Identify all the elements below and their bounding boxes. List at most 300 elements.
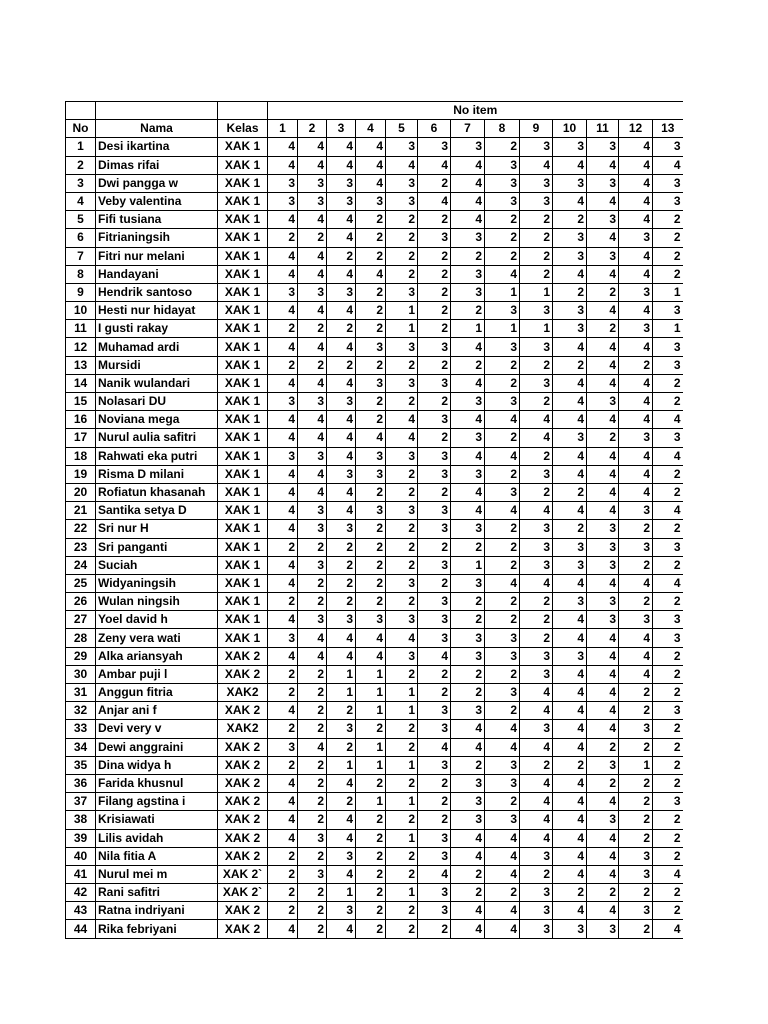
score-cell: 4 — [553, 738, 587, 756]
score-cell: 2 — [485, 556, 520, 574]
student-name: Mursidi — [96, 356, 218, 374]
score-cell: 3 — [653, 302, 683, 320]
score-cell: 2 — [653, 265, 683, 283]
score-cell: 3 — [268, 283, 298, 301]
score-cell: 4 — [587, 574, 619, 592]
nama-header-top — [96, 102, 218, 120]
score-cell: 3 — [553, 647, 587, 665]
score-cell: 2 — [386, 556, 418, 574]
score-cell: 2 — [485, 465, 520, 483]
score-cell: 4 — [587, 411, 619, 429]
score-cell: 4 — [327, 211, 356, 229]
score-cell: 2 — [298, 884, 327, 902]
item-header: 9 — [520, 120, 553, 138]
score-cell: 3 — [553, 920, 587, 938]
score-cell: 2 — [386, 811, 418, 829]
no-header-top — [66, 102, 96, 120]
score-cell: 4 — [268, 338, 298, 356]
score-cell: 4 — [268, 429, 298, 447]
table-row — [66, 429, 683, 447]
score-cell: 4 — [587, 356, 619, 374]
score-cell: 3 — [298, 556, 327, 574]
score-cell: 3 — [418, 702, 451, 720]
table-row — [66, 556, 683, 574]
class-cell: XAK 1 — [218, 247, 268, 265]
student-name: Krisiawati — [96, 811, 218, 829]
score-cell: 2 — [520, 447, 553, 465]
score-cell: 2 — [356, 393, 386, 411]
score-cell: 2 — [356, 884, 386, 902]
score-cell: 4 — [587, 720, 619, 738]
score-cell: 3 — [619, 538, 653, 556]
score-cell: 3 — [327, 611, 356, 629]
score-cell: 4 — [520, 429, 553, 447]
score-cell: 4 — [587, 302, 619, 320]
score-cell: 3 — [485, 774, 520, 792]
class-cell: XAK 1 — [218, 593, 268, 611]
score-cell: 4 — [327, 829, 356, 847]
score-cell: 4 — [268, 702, 298, 720]
score-cell: 4 — [327, 411, 356, 429]
score-cell: 4 — [553, 611, 587, 629]
score-cell: 4 — [587, 192, 619, 210]
score-cell: 4 — [485, 447, 520, 465]
class-cell: XAK 1 — [218, 283, 268, 301]
score-cell: 3 — [553, 229, 587, 247]
score-cell: 4 — [356, 647, 386, 665]
score-cell: 4 — [619, 465, 653, 483]
score-cell: 3 — [587, 593, 619, 611]
class-cell: XAK 1 — [218, 447, 268, 465]
score-cell: 1 — [356, 665, 386, 683]
score-cell: 2 — [418, 574, 451, 592]
score-cell: 4 — [298, 247, 327, 265]
score-cell: 3 — [553, 429, 587, 447]
class-cell: XAK 1 — [218, 465, 268, 483]
score-cell: 4 — [451, 156, 485, 174]
score-cell: 2 — [356, 920, 386, 938]
score-cell: 2 — [298, 902, 327, 920]
score-cell: 4 — [268, 265, 298, 283]
row-number: 34 — [66, 738, 96, 756]
score-cell: 2 — [485, 538, 520, 556]
score-cell: 2 — [386, 356, 418, 374]
score-cell: 1 — [520, 320, 553, 338]
score-cell: 4 — [485, 865, 520, 883]
score-cell: 4 — [451, 338, 485, 356]
score-cell: 4 — [553, 374, 587, 392]
score-cell: 2 — [268, 756, 298, 774]
score-cell: 3 — [520, 138, 553, 156]
score-cell: 2 — [619, 593, 653, 611]
score-cell: 3 — [327, 847, 356, 865]
table-row — [66, 447, 683, 465]
score-cell: 2 — [619, 829, 653, 847]
item-header: 10 — [553, 120, 587, 138]
score-cell: 2 — [653, 247, 683, 265]
score-cell: 2 — [619, 811, 653, 829]
score-cell: 3 — [268, 192, 298, 210]
score-cell: 2 — [298, 702, 327, 720]
score-cell: 4 — [268, 811, 298, 829]
score-cell: 3 — [485, 811, 520, 829]
score-cell: 2 — [485, 665, 520, 683]
score-cell: 2 — [619, 738, 653, 756]
score-cell: 2 — [520, 629, 553, 647]
score-cell: 2 — [451, 884, 485, 902]
score-cell: 3 — [418, 465, 451, 483]
score-cell: 2 — [327, 556, 356, 574]
score-cell: 4 — [520, 574, 553, 592]
score-cell: 2 — [653, 229, 683, 247]
score-cell: 3 — [553, 247, 587, 265]
score-cell: 3 — [451, 811, 485, 829]
score-cell: 2 — [268, 884, 298, 902]
score-cell: 4 — [587, 629, 619, 647]
score-cell: 4 — [553, 684, 587, 702]
row-number: 41 — [66, 865, 96, 883]
score-cell: 3 — [298, 520, 327, 538]
score-cell: 3 — [520, 847, 553, 865]
score-cell: 4 — [587, 665, 619, 683]
score-cell: 1 — [451, 320, 485, 338]
score-cell: 4 — [418, 647, 451, 665]
score-cell: 3 — [327, 520, 356, 538]
score-cell: 3 — [298, 192, 327, 210]
score-cell: 3 — [418, 847, 451, 865]
score-cell: 4 — [356, 138, 386, 156]
row-number: 11 — [66, 320, 96, 338]
student-name: Hendrik santoso — [96, 283, 218, 301]
score-cell: 1 — [356, 702, 386, 720]
kelas-header: Kelas — [218, 120, 268, 138]
score-cell: 4 — [485, 847, 520, 865]
score-cell: 4 — [327, 229, 356, 247]
row-number: 18 — [66, 447, 96, 465]
score-cell: 2 — [485, 229, 520, 247]
student-name: Sri panganti — [96, 538, 218, 556]
score-cell: 1 — [386, 829, 418, 847]
score-cell: 3 — [485, 629, 520, 647]
score-cell: 2 — [520, 265, 553, 283]
student-name: Farida khusnul — [96, 774, 218, 792]
student-name: Rahwati eka putri — [96, 447, 218, 465]
table-row — [66, 356, 683, 374]
score-cell: 2 — [356, 483, 386, 501]
row-number: 16 — [66, 411, 96, 429]
table-row — [66, 156, 683, 174]
score-cell: 4 — [298, 411, 327, 429]
score-cell: 3 — [418, 338, 451, 356]
score-cell: 2 — [653, 647, 683, 665]
score-cell: 2 — [298, 774, 327, 792]
score-cell: 4 — [268, 211, 298, 229]
score-cell: 2 — [653, 556, 683, 574]
score-cell: 2 — [619, 793, 653, 811]
table-row — [66, 411, 683, 429]
table-row — [66, 865, 683, 883]
score-cell: 2 — [327, 356, 356, 374]
score-cell: 2 — [418, 774, 451, 792]
score-cell: 3 — [485, 302, 520, 320]
row-number: 23 — [66, 538, 96, 556]
score-cell: 4 — [587, 847, 619, 865]
score-cell: 2 — [653, 465, 683, 483]
score-cell: 2 — [485, 793, 520, 811]
class-cell: XAK 2 — [218, 756, 268, 774]
score-cell: 4 — [553, 847, 587, 865]
student-name: Rika febriyani — [96, 920, 218, 938]
class-cell: XAK 1 — [218, 265, 268, 283]
score-cell: 2 — [268, 847, 298, 865]
score-cell: 4 — [451, 502, 485, 520]
score-cell: 3 — [587, 211, 619, 229]
score-cell: 3 — [553, 556, 587, 574]
score-cell: 2 — [418, 393, 451, 411]
score-cell: 2 — [386, 665, 418, 683]
score-cell: 3 — [298, 393, 327, 411]
student-name: Fitri nur melani — [96, 247, 218, 265]
score-cell: 4 — [327, 483, 356, 501]
score-cell: 4 — [268, 465, 298, 483]
score-cell: 3 — [587, 393, 619, 411]
score-cell: 3 — [356, 192, 386, 210]
score-cell: 4 — [520, 829, 553, 847]
score-cell: 3 — [327, 393, 356, 411]
row-number: 30 — [66, 665, 96, 683]
score-cell: 4 — [451, 483, 485, 501]
score-cell: 1 — [386, 702, 418, 720]
score-cell: 4 — [268, 156, 298, 174]
class-cell: XAK 2 — [218, 774, 268, 792]
score-cell: 3 — [451, 138, 485, 156]
score-cell: 4 — [327, 429, 356, 447]
score-cell: 4 — [587, 374, 619, 392]
score-cell: 2 — [451, 302, 485, 320]
row-number: 33 — [66, 720, 96, 738]
score-cell: 4 — [327, 338, 356, 356]
row-number: 5 — [66, 211, 96, 229]
score-cell: 3 — [653, 629, 683, 647]
row-number: 20 — [66, 483, 96, 501]
score-cell: 2 — [418, 665, 451, 683]
score-cell: 2 — [386, 920, 418, 938]
score-cell: 3 — [485, 156, 520, 174]
score-cell: 2 — [653, 738, 683, 756]
score-cell: 3 — [587, 811, 619, 829]
score-cell: 3 — [298, 502, 327, 520]
score-cell: 4 — [298, 647, 327, 665]
score-cell: 2 — [653, 483, 683, 501]
table-row — [66, 138, 683, 156]
score-cell: 4 — [520, 702, 553, 720]
score-cell: 1 — [356, 756, 386, 774]
score-cell: 3 — [553, 138, 587, 156]
score-cell: 4 — [587, 647, 619, 665]
score-cell: 4 — [619, 338, 653, 356]
class-cell: XAK 1 — [218, 611, 268, 629]
score-cell: 2 — [268, 356, 298, 374]
score-cell: 4 — [520, 684, 553, 702]
score-cell: 3 — [587, 138, 619, 156]
score-cell: 2 — [451, 356, 485, 374]
score-cell: 3 — [520, 374, 553, 392]
score-cell: 2 — [485, 247, 520, 265]
score-cell: 3 — [587, 520, 619, 538]
score-cell: 4 — [653, 447, 683, 465]
score-cell: 3 — [587, 174, 619, 192]
score-cell: 4 — [268, 502, 298, 520]
score-cell: 3 — [619, 283, 653, 301]
score-cell: 2 — [298, 593, 327, 611]
row-number: 2 — [66, 156, 96, 174]
score-cell: 4 — [619, 374, 653, 392]
score-cell: 3 — [386, 502, 418, 520]
score-cell: 4 — [520, 156, 553, 174]
score-cell: 1 — [356, 793, 386, 811]
score-cell: 2 — [485, 374, 520, 392]
student-name: Risma D milani — [96, 465, 218, 483]
score-cell: 4 — [553, 829, 587, 847]
score-cell: 3 — [451, 774, 485, 792]
score-cell: 2 — [418, 320, 451, 338]
item-header: 6 — [418, 120, 451, 138]
score-cell: 4 — [298, 156, 327, 174]
score-cell: 3 — [327, 192, 356, 210]
score-cell: 4 — [619, 174, 653, 192]
score-cell: 3 — [356, 338, 386, 356]
score-cell: 4 — [587, 265, 619, 283]
score-cell: 2 — [298, 229, 327, 247]
score-cell: 4 — [619, 411, 653, 429]
score-cell: 2 — [653, 829, 683, 847]
score-cell: 2 — [619, 684, 653, 702]
student-name: Ambar puji l — [96, 665, 218, 683]
score-cell: 4 — [653, 502, 683, 520]
student-name: Widyaningsih — [96, 574, 218, 592]
score-cell: 3 — [619, 865, 653, 883]
row-number: 1 — [66, 138, 96, 156]
score-cell: 4 — [298, 374, 327, 392]
class-cell: XAK 1 — [218, 338, 268, 356]
item-header: 5 — [386, 120, 418, 138]
score-cell: 3 — [386, 374, 418, 392]
student-name: Ratna indriyani — [96, 902, 218, 920]
score-cell: 4 — [356, 156, 386, 174]
table-row — [66, 902, 683, 920]
score-cell: 3 — [520, 902, 553, 920]
score-cell: 2 — [356, 538, 386, 556]
score-cell: 2 — [418, 247, 451, 265]
table-row — [66, 629, 683, 647]
score-cell: 3 — [451, 629, 485, 647]
score-cell: 4 — [485, 720, 520, 738]
score-cell: 3 — [553, 320, 587, 338]
score-cell: 2 — [485, 211, 520, 229]
row-number: 37 — [66, 793, 96, 811]
row-number: 6 — [66, 229, 96, 247]
table-row — [66, 538, 683, 556]
item-header: 11 — [587, 120, 619, 138]
score-cell: 3 — [619, 429, 653, 447]
score-cell: 4 — [327, 920, 356, 938]
score-cell: 3 — [298, 829, 327, 847]
score-cell: 2 — [356, 411, 386, 429]
score-cell: 2 — [520, 229, 553, 247]
score-cell: 2 — [485, 611, 520, 629]
score-cell: 2 — [386, 247, 418, 265]
score-cell: 2 — [298, 356, 327, 374]
score-cell: 3 — [451, 520, 485, 538]
table-body — [66, 138, 683, 938]
score-cell: 2 — [386, 720, 418, 738]
score-cell: 3 — [298, 865, 327, 883]
score-cell: 3 — [653, 702, 683, 720]
score-cell: 4 — [268, 829, 298, 847]
score-cell: 3 — [386, 611, 418, 629]
score-cell: 4 — [327, 138, 356, 156]
item-header: 8 — [485, 120, 520, 138]
score-cell: 3 — [451, 229, 485, 247]
score-cell: 2 — [356, 356, 386, 374]
student-name: Dewi anggraini — [96, 738, 218, 756]
score-cell: 2 — [298, 684, 327, 702]
score-cell: 3 — [619, 847, 653, 865]
score-cell: 3 — [553, 174, 587, 192]
score-cell: 2 — [619, 884, 653, 902]
class-cell: XAK 1 — [218, 574, 268, 592]
score-cell: 2 — [451, 247, 485, 265]
score-cell: 3 — [327, 465, 356, 483]
score-cell: 2 — [418, 356, 451, 374]
row-number: 36 — [66, 774, 96, 792]
score-cell: 4 — [298, 629, 327, 647]
score-cell: 3 — [587, 556, 619, 574]
score-cell: 3 — [418, 520, 451, 538]
score-cell: 2 — [356, 811, 386, 829]
score-cell: 2 — [653, 811, 683, 829]
score-cell: 2 — [418, 265, 451, 283]
score-cell: 2 — [327, 320, 356, 338]
score-cell: 4 — [298, 265, 327, 283]
score-cell: 2 — [298, 756, 327, 774]
score-cell: 4 — [418, 156, 451, 174]
score-cell: 1 — [386, 302, 418, 320]
row-number: 32 — [66, 702, 96, 720]
score-cell: 4 — [268, 411, 298, 429]
score-cell: 3 — [520, 665, 553, 683]
score-cell: 3 — [327, 902, 356, 920]
score-cell: 2 — [327, 793, 356, 811]
table-row — [66, 211, 683, 229]
score-cell: 4 — [587, 465, 619, 483]
score-cell: 4 — [553, 393, 587, 411]
score-cell: 2 — [268, 320, 298, 338]
row-number: 40 — [66, 847, 96, 865]
row-number: 4 — [66, 192, 96, 210]
score-cell: 2 — [485, 593, 520, 611]
score-cell: 4 — [619, 302, 653, 320]
score-cell: 4 — [653, 574, 683, 592]
score-cell: 4 — [553, 865, 587, 883]
score-cell: 2 — [553, 283, 587, 301]
score-cell: 2 — [356, 593, 386, 611]
score-cell: 4 — [520, 411, 553, 429]
score-cell: 2 — [298, 811, 327, 829]
score-cell: 2 — [653, 211, 683, 229]
score-cell: 2 — [327, 538, 356, 556]
score-cell: 2 — [485, 429, 520, 447]
